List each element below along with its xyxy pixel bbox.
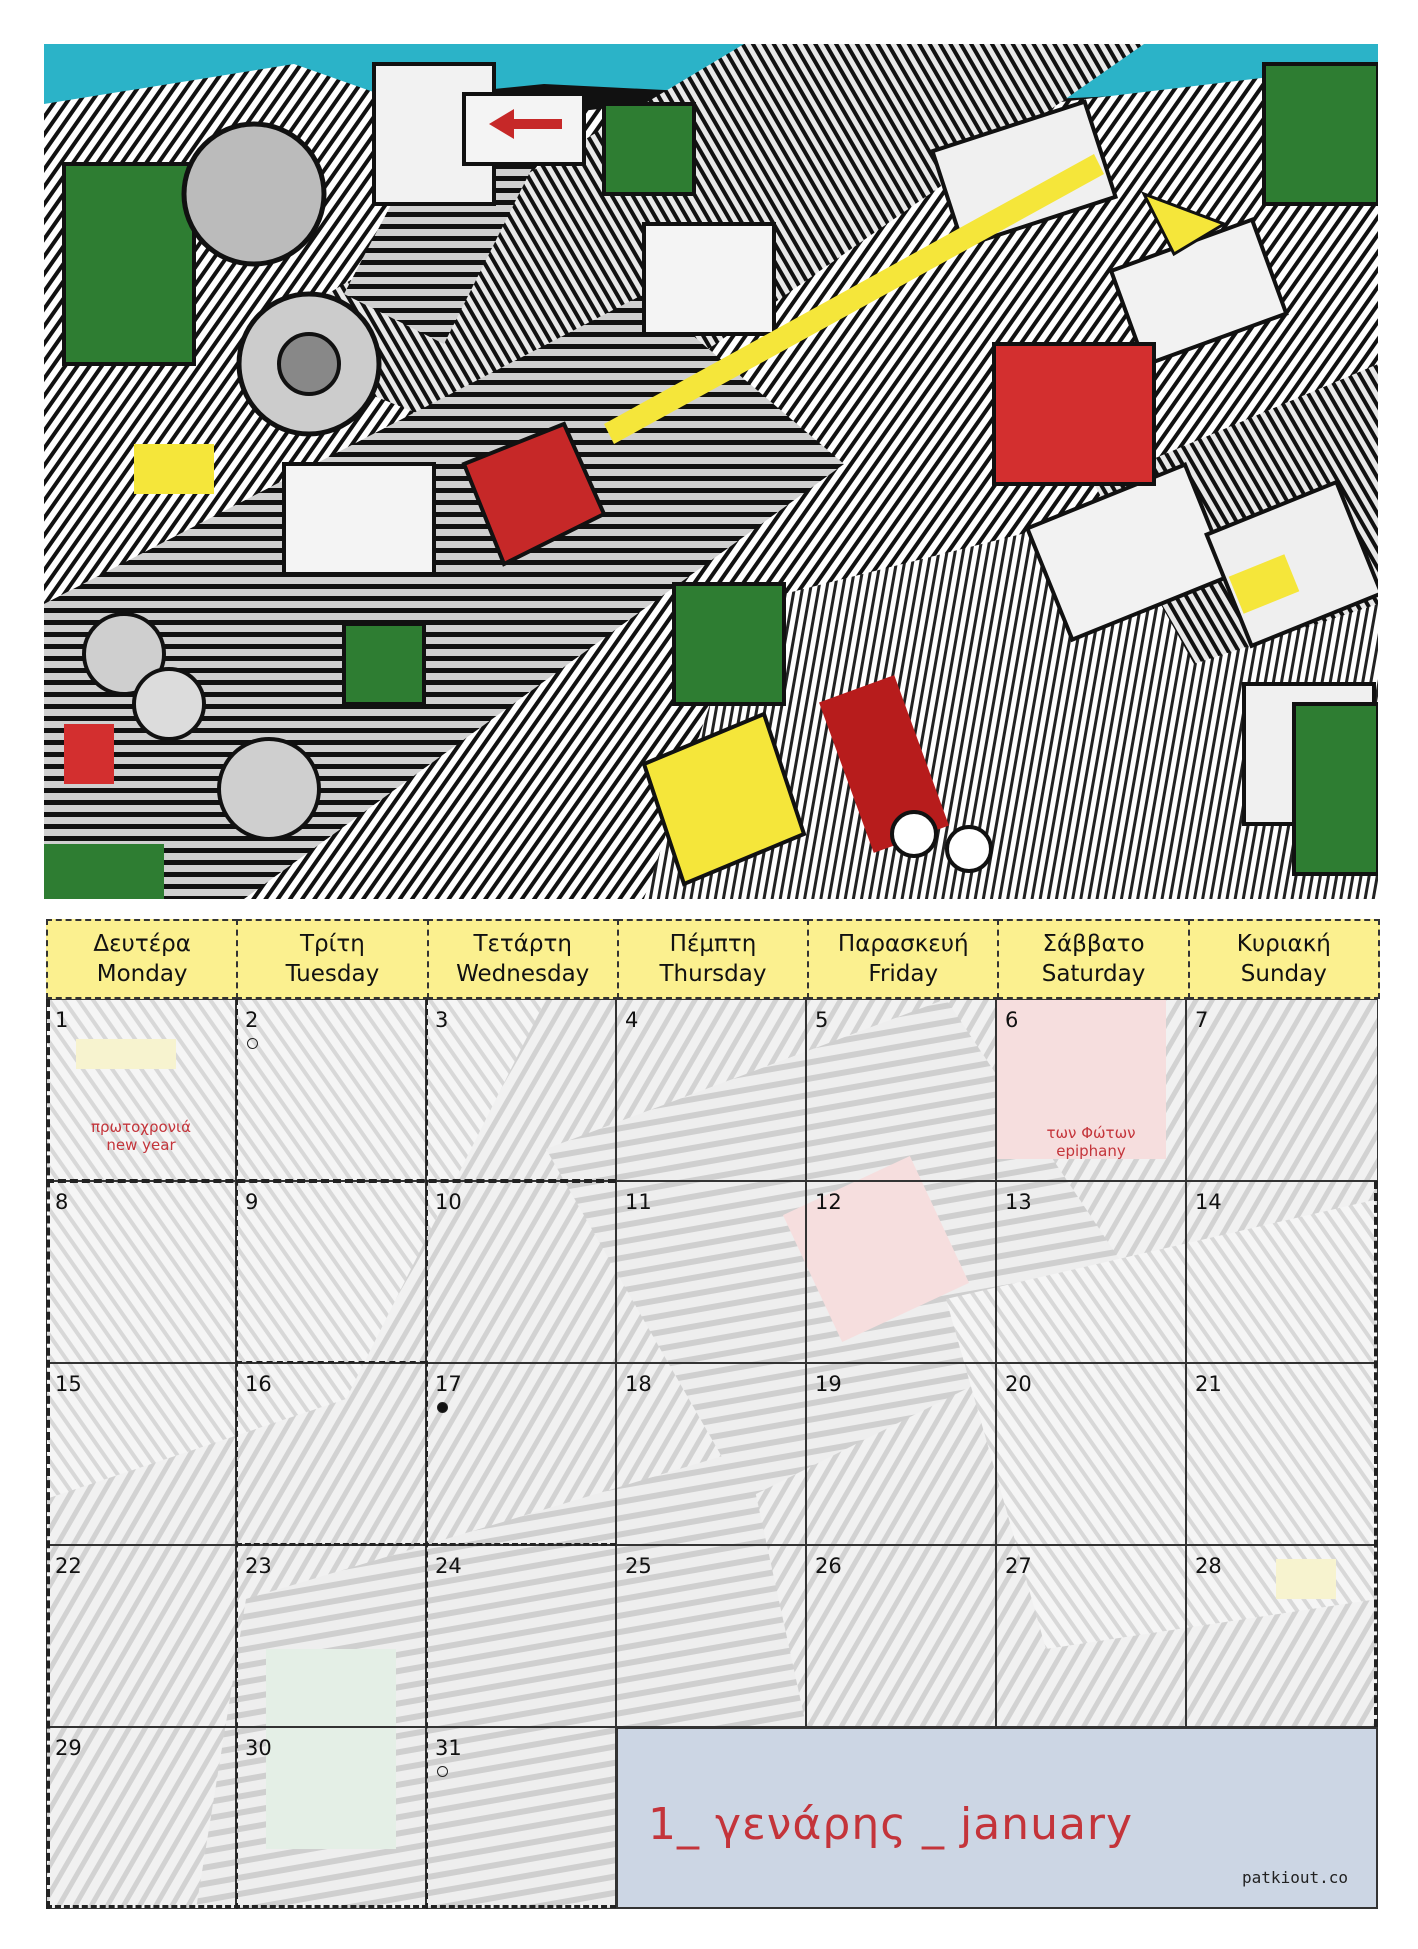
month-title-panel [616,1727,1378,1909]
day-number: 18 [625,1372,652,1396]
day-cell[interactable] [426,1181,616,1363]
day-cell[interactable] [996,1545,1186,1727]
weekday-header-sunday [1188,919,1380,999]
day-number: 4 [625,1008,639,1032]
weekday-greek-label: Παρασκευή [837,931,969,957]
day-number: 5 [815,1008,829,1032]
day-cell[interactable] [426,999,616,1181]
day-number: 17 [435,1372,462,1396]
cityscape-drawing [44,44,1378,899]
day-cell[interactable] [426,1363,616,1545]
day-number: 2 [245,1008,259,1032]
holiday-label [997,1124,1185,1160]
holiday-label [47,1118,235,1154]
day-number: 28 [1195,1554,1222,1578]
day-number: 9 [245,1190,259,1214]
day-cell[interactable] [46,999,236,1181]
weekday-english-label: Monday [96,961,188,987]
weekday-greek-label: Κυριακή [1236,931,1331,957]
day-cell[interactable] [426,1545,616,1727]
dashed-column-line [236,999,238,1909]
weekday-greek-label: Τετάρτη [473,931,572,957]
day-number: 3 [435,1008,449,1032]
weekday-header-saturday [997,919,1189,999]
day-number: 10 [435,1190,462,1214]
day-cell[interactable] [616,1545,806,1727]
day-number: 16 [245,1372,272,1396]
day-cell[interactable] [1186,1363,1378,1545]
day-cell[interactable] [46,1363,236,1545]
day-number: 20 [1005,1372,1032,1396]
weekday-greek-label: Πέμπτη [669,931,757,957]
weekday-header-row [46,919,1378,999]
dashed-border-right [1374,1181,1378,1727]
dashed-row-line [236,1361,426,1363]
weekday-english-label: Friday [868,961,939,987]
holiday-english: epiphany [1056,1142,1126,1160]
day-number: 6 [1005,1008,1019,1032]
day-cell[interactable] [236,1727,426,1909]
day-number: 8 [55,1190,69,1214]
dashed-row-line [236,1543,616,1546]
moon-phase-icon [247,1038,258,1049]
dashed-border-left [46,999,50,1909]
day-cell[interactable] [806,1545,996,1727]
calendar [46,919,1378,1909]
weekday-greek-label: Δευτέρα [93,931,191,957]
day-number: 24 [435,1554,462,1578]
weekday-greek-label: Τρίτη [299,931,365,957]
day-number: 29 [55,1736,82,1760]
weekday-english-label: Wednesday [456,961,590,987]
website-label: patkiout.co [1242,1868,1348,1887]
day-number: 30 [245,1736,272,1760]
day-cell[interactable] [806,999,996,1181]
day-cell[interactable] [46,1545,236,1727]
day-cell[interactable] [426,1727,616,1909]
day-cell[interactable] [806,1363,996,1545]
day-cell[interactable] [236,1181,426,1363]
day-number: 13 [1005,1190,1032,1214]
dashed-row-line [46,1179,616,1183]
weekday-english-label: Tuesday [285,961,380,987]
weekday-header-tuesday [236,919,428,999]
moon-phase-icon [437,1766,448,1777]
day-cell[interactable] [616,1181,806,1363]
holiday-english: new year [106,1136,176,1154]
calendar-grid [46,999,1378,1909]
holiday-greek: των Φώτων [1046,1124,1136,1142]
weekday-english-label: Thursday [659,961,767,987]
weekday-english-label: Saturday [1041,961,1146,987]
day-number: 14 [1195,1190,1222,1214]
day-number: 1 [55,1008,69,1032]
weekday-header-friday [807,919,999,999]
day-number: 12 [815,1190,842,1214]
day-cell[interactable] [46,1727,236,1909]
day-number: 22 [55,1554,82,1578]
day-cell[interactable] [236,1545,426,1727]
holiday-greek: πρωτοχρονιά [90,1118,192,1136]
day-number: 7 [1195,1008,1209,1032]
weekday-header-wednesday [427,919,619,999]
day-number: 11 [625,1190,652,1214]
month-title: 1_ γενάρης _ january [648,1799,1134,1850]
dashed-bottom-line [46,1905,616,1908]
day-cell[interactable] [236,999,426,1181]
day-number: 26 [815,1554,842,1578]
full-moon-icon [437,1402,448,1413]
day-cell[interactable] [616,999,806,1181]
weekday-header-monday [46,919,238,999]
day-cell[interactable] [1186,1545,1378,1727]
day-cell[interactable] [1186,1181,1378,1363]
day-cell[interactable] [996,999,1186,1181]
day-cell[interactable] [46,1181,236,1363]
day-cell[interactable] [1186,999,1378,1181]
day-cell[interactable] [996,1363,1186,1545]
weekday-english-label: Sunday [1240,961,1327,987]
dashed-column-line [426,999,428,1909]
weekday-header-thursday [617,919,809,999]
day-cell[interactable] [806,1181,996,1363]
day-number: 23 [245,1554,272,1578]
day-number: 31 [435,1736,462,1760]
day-number: 15 [55,1372,82,1396]
day-number: 27 [1005,1554,1032,1578]
day-number: 19 [815,1372,842,1396]
weekday-greek-label: Σάββατο [1042,931,1145,957]
day-cell[interactable] [616,1363,806,1545]
cityscape-artwork [44,44,1378,899]
day-cell[interactable] [236,1363,426,1545]
day-number: 25 [625,1554,652,1578]
day-cell[interactable] [996,1181,1186,1363]
day-number: 21 [1195,1372,1222,1396]
